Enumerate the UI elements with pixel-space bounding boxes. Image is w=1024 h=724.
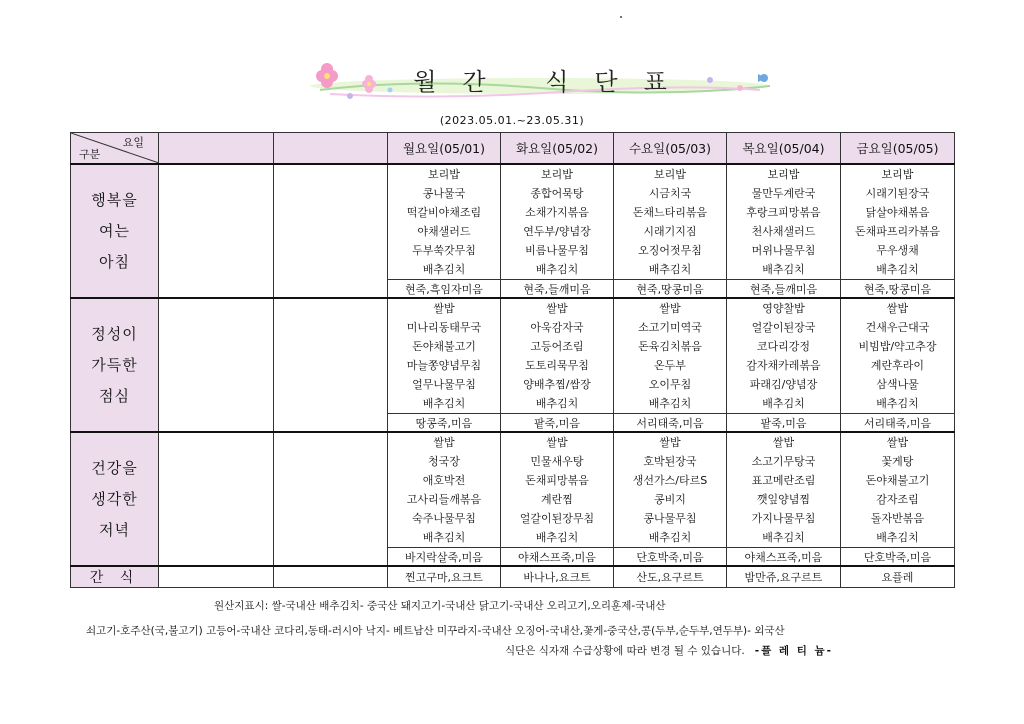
day-header: 목요일(05/04) xyxy=(727,133,841,165)
menu-item: 청국장 xyxy=(428,455,460,468)
porridge-cell: 서리태죽,미음 xyxy=(614,414,727,433)
menu-item: 애호박전 xyxy=(422,474,466,487)
menu-item: 배추김치 xyxy=(762,397,805,410)
menu-item: 영양찰밥 xyxy=(762,302,805,315)
menu-item: 고등어조림 xyxy=(530,340,584,353)
menu-item: 소고기미역국 xyxy=(638,321,702,334)
snack-cell: 찐고구마,요크트 xyxy=(388,566,501,588)
menu-item: 얼갈이된장무침 xyxy=(519,512,595,525)
menu-item: 배추김치 xyxy=(876,397,919,410)
blank-cell xyxy=(274,432,388,566)
day-header: 화요일(05/02) xyxy=(501,133,614,165)
menu-item: 콩비지 xyxy=(654,493,686,506)
meal-label-line: 건강을 xyxy=(91,458,138,477)
menu-item: 깻잎양념찜 xyxy=(756,493,811,506)
menu-cell xyxy=(614,298,727,414)
menu-item: 소고기무탕국 xyxy=(751,455,816,468)
menu-item: 감자채카레볶음 xyxy=(746,359,821,372)
menu-item: 쌀밥 xyxy=(659,436,681,449)
corner-category-label: 구분 xyxy=(79,148,101,161)
menu-cell xyxy=(727,164,841,280)
menu-item: 아욱감자국 xyxy=(530,321,584,334)
menu-item: 쌀밥 xyxy=(433,302,455,315)
porridge-cell: 단호박죽,미음 xyxy=(614,548,727,567)
notice-text: 식단은 식자재 수급상황에 따라 변경 될 수 있습니다. xyxy=(505,645,745,657)
menu-item: 보리밥 xyxy=(767,168,800,181)
dinner-label xyxy=(71,432,159,566)
menu-item: 배추김치 xyxy=(648,263,692,276)
menu-item: 쌀밥 xyxy=(772,436,795,449)
meal-label-line: 저녁 xyxy=(99,520,130,539)
menu-item: 도토리묵무침 xyxy=(525,359,589,372)
menu-item: 호박된장국 xyxy=(643,455,697,468)
dinner-row xyxy=(71,432,955,548)
menu-item: 오징어젓무침 xyxy=(638,244,702,257)
menu-item: 삼색나물 xyxy=(876,378,919,391)
snack-cell: 산도,요구르트 xyxy=(614,566,727,588)
menu-item: 돈야채불고기 xyxy=(412,340,476,353)
menu-item: 천사채샐러드 xyxy=(751,225,816,238)
menu-item: 콩나물국 xyxy=(422,187,466,200)
menu-item: 배추김치 xyxy=(876,531,919,544)
snack-cell: 밤만쥬,요구르트 xyxy=(727,566,841,588)
menu-item: 비빔밥/약고추장 xyxy=(858,340,937,353)
menu-item: 무우생채 xyxy=(876,244,919,257)
porridge-cell: 팥죽,미음 xyxy=(501,414,614,433)
menu-item: 배추김치 xyxy=(422,397,466,410)
menu-item: 마늘쫑양념무침 xyxy=(406,359,482,372)
menu-item: 오이무침 xyxy=(648,378,692,391)
menu-item: 숙주나물무침 xyxy=(412,512,476,525)
meal-label-line: 정성이 xyxy=(91,324,138,343)
porridge-cell: 현죽,땅콩미음 xyxy=(841,280,955,299)
menu-item: 시래기된장국 xyxy=(865,187,930,200)
menu-item: 시래기지짐 xyxy=(643,225,697,238)
menu-item: 보리밥 xyxy=(541,168,573,181)
porridge-cell: 현죽,땅콩미음 xyxy=(614,280,727,299)
porridge-cell: 서리태죽,미음 xyxy=(841,414,955,433)
menu-item: 꽃게탕 xyxy=(881,455,914,468)
day-header: 수요일(05/03) xyxy=(614,133,727,165)
menu-item: 후랑크피망볶음 xyxy=(746,206,821,219)
porridge-cell: 바지락살죽,미음 xyxy=(388,548,501,567)
menu-item: 콩나물무침 xyxy=(643,512,697,525)
corner-cell xyxy=(71,133,159,165)
menu-item: 표고메란조림 xyxy=(751,474,816,487)
porridge-cell: 현죽,들깨미음 xyxy=(727,280,841,299)
corner-day-label: 요일 xyxy=(122,136,144,149)
menu-item: 얼갈이된장국 xyxy=(751,321,816,334)
menu-item: 감자조림 xyxy=(876,493,919,506)
meal-label-line: 아침 xyxy=(99,252,130,271)
blank-header xyxy=(159,133,274,165)
page-title: 월간 식단표 xyxy=(413,68,693,96)
snack-cell: 바나나,요크트 xyxy=(501,566,614,588)
menu-item: 보리밥 xyxy=(654,168,686,181)
menu-item: 건새우근대국 xyxy=(865,321,930,334)
snack-cell: 요플레 xyxy=(841,566,955,588)
blank-header xyxy=(274,133,388,165)
menu-table xyxy=(70,132,955,588)
menu-item: 배추김치 xyxy=(535,531,579,544)
porridge-cell: 현죽,흑임자미음 xyxy=(388,280,501,299)
blank-cell xyxy=(159,432,274,566)
origin-line-2: 쇠고기-호주산(국,불고기) 고등어-국내산 코다리,동태-러시아 낙지- 베트남산 미꾸라지-국내산 오징어-국내산,꽃게-중국산,콩(두부,순두부,연두부)- 외국산 xyxy=(86,625,785,637)
menu-cell xyxy=(841,164,955,280)
menu-cell xyxy=(727,298,841,414)
menu-item: 떡갈비야채조림 xyxy=(406,206,482,219)
meal-label-line: 여는 xyxy=(99,221,130,240)
menu-item: 고사리들깨볶음 xyxy=(406,493,482,506)
origin-line-1: 원산지표시: 쌀-국내산 배추김치- 중국산 돼지고기-국내산 닭고기-국내산 오리고기,오리훈제-국내산 xyxy=(214,600,666,612)
menu-item: 코다리강정 xyxy=(756,340,811,353)
menu-cell xyxy=(501,164,614,280)
menu-item: 쌀밥 xyxy=(433,436,455,449)
menu-item: 배추김치 xyxy=(648,397,692,410)
blank-cell xyxy=(159,164,274,298)
menu-cell xyxy=(388,298,501,414)
menu-item: 배추김치 xyxy=(535,397,579,410)
porridge-cell: 야채스프죽,미음 xyxy=(727,548,841,567)
menu-item: 돈채피망볶음 xyxy=(525,474,589,487)
period: (2023.05.01.~23.05.31) xyxy=(439,114,585,127)
menu-item: 두부쑥갓무침 xyxy=(412,244,476,257)
menu-item: 배추김치 xyxy=(876,263,919,276)
menu-item: 종합어묵탕 xyxy=(530,187,584,200)
menu-item: 야채샐러드 xyxy=(417,225,471,238)
menu-item: 온두부 xyxy=(654,359,686,372)
menu-item: 계란후라이 xyxy=(870,359,925,372)
blank-cell xyxy=(274,566,388,588)
porridge-cell: 단호박죽,미음 xyxy=(841,548,955,567)
menu-item: 돈채느타리볶음 xyxy=(632,206,708,219)
menu-cell xyxy=(388,432,501,548)
menu-item: 쌀밥 xyxy=(546,436,568,449)
menu-cell xyxy=(727,432,841,548)
meal-label-line: 생각한 xyxy=(91,489,138,508)
menu-cell xyxy=(841,298,955,414)
lunch-label xyxy=(71,298,159,432)
menu-item: 머위나물무침 xyxy=(751,244,816,257)
menu-cell xyxy=(841,432,955,548)
menu-item: 얼무나물무침 xyxy=(412,378,476,391)
menu-item: 배추김치 xyxy=(648,531,692,544)
blank-cell xyxy=(159,298,274,432)
meal-label-line: 점심 xyxy=(99,386,130,405)
day-header: 금요일(05/05) xyxy=(841,133,955,165)
title-banner xyxy=(300,60,780,108)
menu-item: 보리밥 xyxy=(428,168,460,181)
blank-cell xyxy=(159,566,274,588)
menu-item: 닭살야채볶음 xyxy=(865,206,930,219)
menu-item: 양배추찜/쌈장 xyxy=(523,378,591,391)
porridge-cell: 야채스프죽,미음 xyxy=(501,548,614,567)
snack-row xyxy=(71,566,955,588)
menu-item: 배추김치 xyxy=(535,263,579,276)
blank-cell xyxy=(274,164,388,298)
menu-item: 시금치국 xyxy=(648,187,692,200)
menu-item: 돈야채불고기 xyxy=(865,474,930,487)
menu-cell xyxy=(614,164,727,280)
lunch-row xyxy=(71,298,955,414)
menu-cell xyxy=(388,164,501,280)
menu-cell xyxy=(614,432,727,548)
menu-item: 배추김치 xyxy=(762,531,805,544)
menu-item: 쌀밥 xyxy=(886,302,909,315)
menu-item: 돌자반볶음 xyxy=(870,512,925,525)
menu-cell xyxy=(501,298,614,414)
meal-label-line: 행복을 xyxy=(91,190,138,209)
header-row xyxy=(71,133,955,165)
menu-item: 쌀밥 xyxy=(659,302,681,315)
menu-item: 돈육김치볶음 xyxy=(638,340,702,353)
notice-line xyxy=(505,643,1024,658)
menu-cell xyxy=(501,432,614,548)
snack-label: 간 식 xyxy=(71,566,159,588)
menu-item: 생선가스/타르S xyxy=(632,474,708,487)
menu-item: 비름나물무침 xyxy=(525,244,589,257)
menu-item: 미나리동태무국 xyxy=(406,321,482,334)
menu-item: 물만두계란국 xyxy=(751,187,816,200)
page-dot xyxy=(620,16,622,18)
menu-item: 보리밥 xyxy=(881,168,914,181)
menu-item: 배추김치 xyxy=(422,531,466,544)
menu-item: 가지나물무침 xyxy=(751,512,816,525)
menu-item: 쌀밥 xyxy=(546,302,568,315)
menu-item: 쌀밥 xyxy=(886,436,909,449)
porridge-cell: 현죽,들깨미음 xyxy=(501,280,614,299)
menu-item: 배추김치 xyxy=(762,263,805,276)
menu-item: 소채가지볶음 xyxy=(525,206,589,219)
menu-item: 배추김치 xyxy=(422,263,466,276)
blank-cell xyxy=(274,298,388,432)
menu-item: 연두부/양념장 xyxy=(523,225,591,238)
day-header: 월요일(05/01) xyxy=(388,133,501,165)
menu-item: 돈채파프리카볶음 xyxy=(854,225,940,238)
menu-item: 계란찜 xyxy=(541,493,573,506)
menu-item: 파래김/양념장 xyxy=(749,378,818,391)
porridge-cell: 팥죽,미음 xyxy=(727,414,841,433)
menu-item: 민물새우탕 xyxy=(530,455,584,468)
porridge-cell: 땅콩죽,미음 xyxy=(388,414,501,433)
breakfast-row xyxy=(71,164,955,280)
breakfast-label xyxy=(71,164,159,298)
signature: -플 레 티 늄- xyxy=(754,645,833,657)
meal-label-line: 가득한 xyxy=(91,355,138,374)
